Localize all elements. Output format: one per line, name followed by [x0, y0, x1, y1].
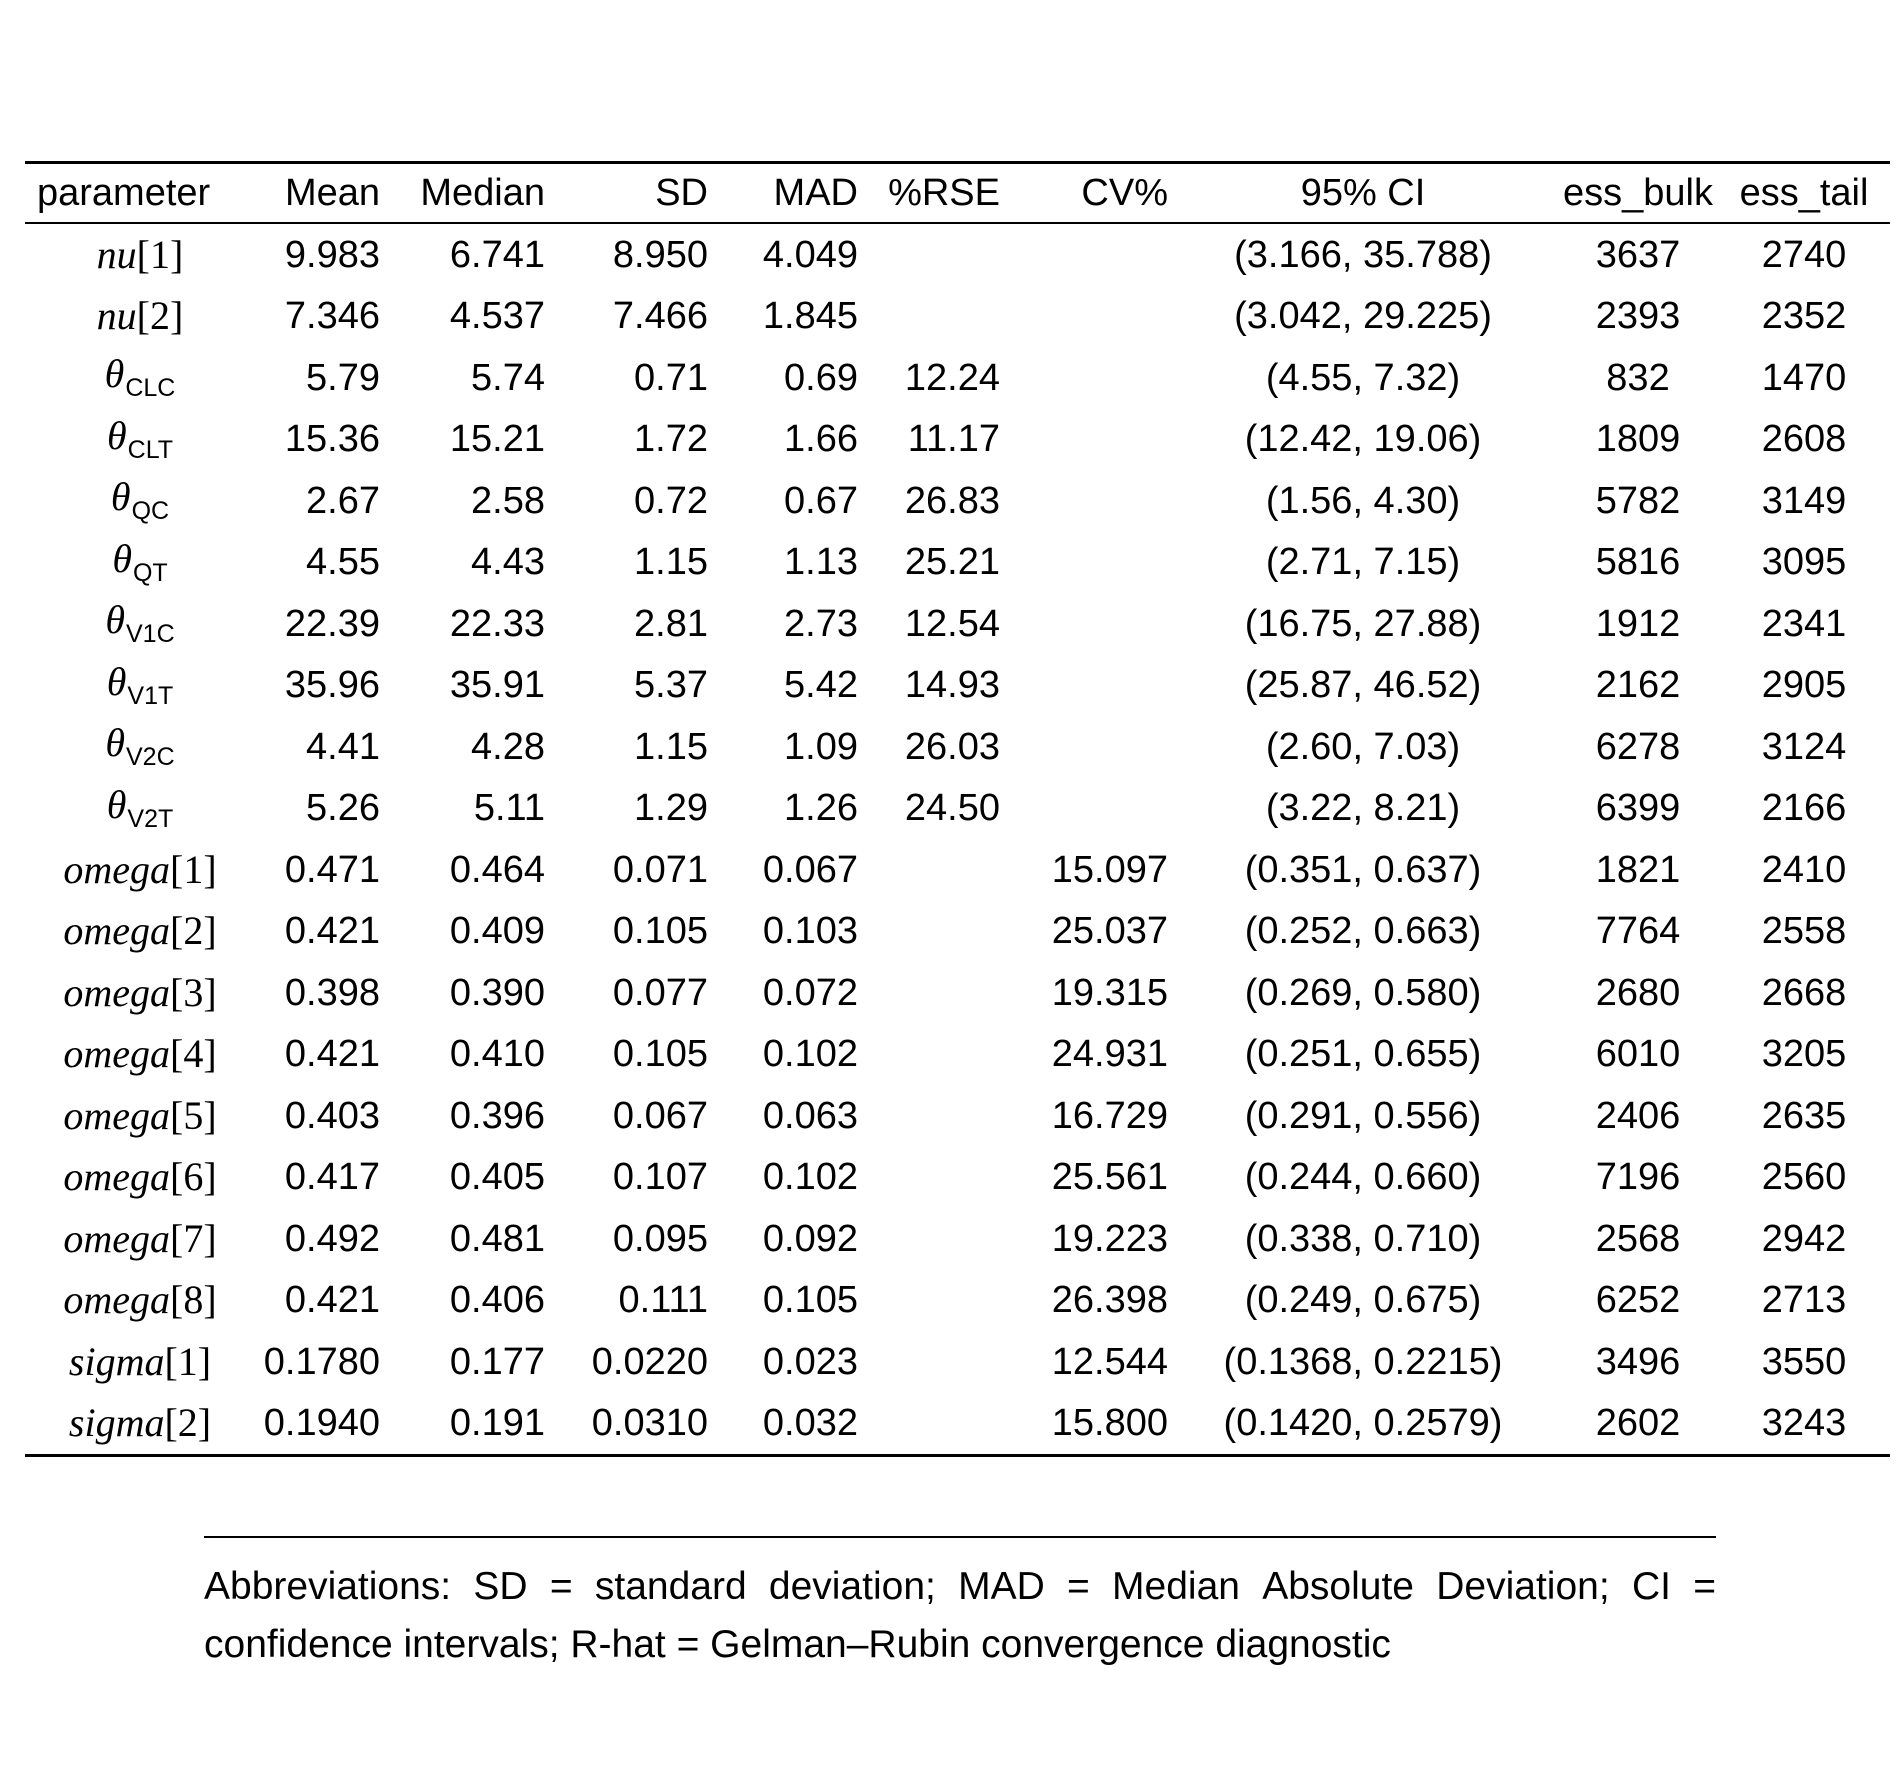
cell-ess_bulk: 1809: [1595, 418, 1681, 461]
cell-sd: 0.105: [612, 1033, 708, 1076]
param-index: [1]: [136, 231, 184, 277]
cell-cv: 19.223: [1051, 1217, 1168, 1260]
footnote-word: CI: [1631, 1565, 1671, 1608]
cell-param: [25, 1400, 255, 1446]
cell-median: 0.410: [449, 1033, 545, 1076]
cell-ess_bulk: 3496: [1595, 1340, 1681, 1383]
cell-mean: 0.421: [284, 1279, 380, 1322]
cell-ci: (0.244, 0.660): [1244, 1156, 1482, 1199]
cell-mean: 9.983: [284, 233, 380, 276]
cell-ess_bulk: 5782: [1595, 479, 1681, 522]
cell-mad: 0.103: [762, 910, 858, 953]
cell-mean: 0.421: [284, 910, 380, 953]
cell-mad: 0.102: [762, 1156, 858, 1199]
cell-param: [25, 412, 255, 464]
cell-sd: 2.81: [634, 602, 708, 645]
param-symbol: θ: [106, 658, 127, 704]
table-row: [25, 1147, 1890, 1209]
cell-ess_tail: 2905: [1761, 664, 1847, 707]
cell-rse: 12.24: [904, 356, 1000, 399]
param-subscript: QT: [132, 558, 168, 587]
cell-median: 35.91: [449, 664, 545, 707]
cell-cv: 15.097: [1051, 848, 1168, 891]
cell-ess_tail: 3205: [1761, 1033, 1847, 1076]
cell-mean: 0.403: [284, 1094, 380, 1137]
cell-ess_tail: 2668: [1761, 971, 1847, 1014]
cell-cv: 24.931: [1051, 1033, 1168, 1076]
param-subscript: V1C: [126, 620, 175, 649]
cell-sd: 1.15: [634, 541, 708, 584]
cell-ci: (16.75, 27.88): [1244, 602, 1482, 645]
column-header-ess_bulk: ess_bulk: [1563, 172, 1713, 214]
param-name: nu: [96, 293, 137, 339]
cell-param: [25, 1154, 255, 1200]
cell-mad: 1.13: [784, 541, 858, 584]
cell-cv: 12.544: [1051, 1340, 1168, 1383]
param-subscript: V1T: [127, 681, 174, 710]
column-header-param: parameter: [37, 172, 211, 214]
cell-median: 0.481: [449, 1217, 545, 1260]
cell-sd: 0.111: [618, 1279, 708, 1322]
cell-param: [25, 846, 255, 892]
cell-rse: 14.93: [904, 664, 1000, 707]
table-row: [25, 1331, 1890, 1393]
param-symbol: θ: [106, 412, 127, 458]
cell-ess_tail: 1470: [1761, 356, 1847, 399]
param-index: [3]: [170, 969, 217, 1015]
table-row: [25, 532, 1890, 594]
cell-ess_bulk: 7764: [1595, 910, 1681, 953]
cell-ci: (2.60, 7.03): [1265, 725, 1461, 768]
footnote-line-1: [204, 1558, 1716, 1616]
cell-mad: 0.102: [762, 1033, 858, 1076]
cell-mad: 1.66: [784, 418, 858, 461]
cell-median: 0.405: [449, 1156, 545, 1199]
cell-ci: (0.291, 0.556): [1244, 1094, 1482, 1137]
cell-ci: (2.71, 7.15): [1265, 541, 1461, 584]
cell-ci: (0.252, 0.663): [1244, 910, 1482, 953]
cell-ess_tail: 2560: [1761, 1156, 1847, 1199]
param-index: [8]: [170, 1277, 217, 1323]
table-body: [25, 224, 1890, 1454]
param-subscript: V2T: [127, 804, 174, 833]
cell-sd: 0.0220: [591, 1340, 708, 1383]
cell-cv: 16.729: [1051, 1094, 1168, 1137]
cell-ess_bulk: 2568: [1595, 1217, 1681, 1260]
cell-mad: 0.032: [762, 1402, 858, 1445]
cell-sd: 0.105: [612, 910, 708, 953]
cell-rse: 24.50: [904, 787, 1000, 830]
param-index: [7]: [170, 1215, 217, 1261]
table-row: [25, 1085, 1890, 1147]
column-header-cv: CV%: [1081, 172, 1168, 214]
table-row: [25, 778, 1890, 840]
table-row: [25, 224, 1890, 286]
param-index: [5]: [170, 1092, 217, 1138]
footnote-word: SD: [473, 1565, 528, 1608]
param-name: omega: [63, 846, 170, 892]
cell-cv: 25.037: [1051, 910, 1168, 953]
param-name: omega: [63, 1092, 170, 1138]
param-subscript: V2C: [126, 743, 175, 772]
cell-ess_bulk: 2393: [1595, 295, 1681, 338]
param-index: [2]: [136, 293, 184, 339]
cell-ci: (3.042, 29.225): [1234, 295, 1492, 338]
cell-sd: 0.067: [612, 1094, 708, 1137]
cell-mad: 5.42: [784, 664, 858, 707]
cell-median: 2.58: [471, 479, 545, 522]
cell-ess_tail: 2713: [1761, 1279, 1847, 1322]
cell-mad: 0.69: [784, 356, 858, 399]
cell-ess_tail: 2341: [1761, 602, 1847, 645]
cell-ess_tail: 2608: [1761, 418, 1847, 461]
cell-sd: 8.950: [612, 233, 708, 276]
footnote-word: =: [1693, 1565, 1716, 1608]
cell-mean: 0.421: [284, 1033, 380, 1076]
cell-median: 0.464: [449, 848, 545, 891]
param-name: omega: [63, 1277, 170, 1323]
cell-mad: 0.023: [762, 1340, 858, 1383]
cell-ess_bulk: 6252: [1595, 1279, 1681, 1322]
cell-sd: 0.077: [612, 971, 708, 1014]
cell-ci: (0.1368, 0.2215): [1223, 1340, 1503, 1383]
param-symbol: θ: [110, 474, 131, 520]
cell-ess_tail: 2635: [1761, 1094, 1847, 1137]
param-symbol: θ: [105, 597, 125, 643]
cell-cv: 19.315: [1051, 971, 1168, 1014]
column-header-sd: SD: [655, 172, 708, 214]
cell-mean: 2.67: [306, 479, 380, 522]
table-row: [25, 1208, 1890, 1270]
table-header-row: [25, 164, 1890, 224]
table-row: [25, 655, 1890, 717]
cell-ci: (4.55, 7.32): [1265, 356, 1461, 399]
cell-param: [25, 1215, 255, 1261]
table-row: [25, 839, 1890, 901]
param-index: [1]: [164, 1338, 212, 1384]
param-name: sigma: [68, 1338, 165, 1384]
cell-ess_bulk: 832: [1606, 356, 1670, 399]
cell-sd: 0.72: [634, 479, 708, 522]
cell-median: 4.537: [449, 295, 545, 338]
cell-median: 0.396: [449, 1094, 545, 1137]
cell-ess_bulk: 2406: [1595, 1094, 1681, 1137]
param-subscript: CLC: [125, 374, 176, 403]
cell-param: [25, 1277, 255, 1323]
table-row: [25, 286, 1890, 348]
cell-ess_tail: 3095: [1761, 541, 1847, 584]
cell-ci: (0.249, 0.675): [1244, 1279, 1482, 1322]
cell-mad: 1.26: [784, 787, 858, 830]
cell-rse: 11.17: [907, 418, 1000, 461]
cell-sd: 7.466: [612, 295, 708, 338]
cell-sd: 0.0310: [591, 1402, 708, 1445]
cell-rse: 26.83: [904, 479, 1000, 522]
table-row: [25, 593, 1890, 655]
cell-param: [25, 969, 255, 1015]
param-name: nu: [96, 231, 137, 277]
cell-cv: 25.561: [1051, 1156, 1168, 1199]
cell-ess_bulk: 2602: [1595, 1402, 1681, 1445]
table-row: [25, 1270, 1890, 1332]
cell-median: 6.741: [449, 233, 545, 276]
cell-ess_bulk: 6278: [1595, 725, 1681, 768]
cell-median: 0.177: [449, 1340, 545, 1383]
param-name: omega: [63, 1031, 170, 1077]
cell-mad: 0.072: [762, 971, 858, 1014]
cell-median: 0.390: [449, 971, 545, 1014]
table-row: [25, 409, 1890, 471]
table-row: [25, 1393, 1890, 1455]
cell-ess_tail: 3124: [1761, 725, 1847, 768]
cell-rse: 12.54: [904, 602, 1000, 645]
cell-mean: 15.36: [284, 418, 380, 461]
cell-sd: 1.72: [634, 418, 708, 461]
cell-ess_tail: 2740: [1761, 233, 1847, 276]
footnote: [204, 1536, 1716, 1674]
cell-cv: 26.398: [1051, 1279, 1168, 1322]
table-row: [25, 962, 1890, 1024]
footnote-word: Median: [1112, 1565, 1240, 1608]
cell-ess_bulk: 7196: [1595, 1156, 1681, 1199]
cell-ess_bulk: 2680: [1595, 971, 1681, 1014]
footnote-word: Abbreviations:: [204, 1565, 452, 1608]
footnote-word: deviation;: [768, 1565, 936, 1608]
param-subscript: CLT: [127, 435, 174, 464]
cell-ess_bulk: 6399: [1595, 787, 1681, 830]
cell-median: 5.74: [471, 356, 545, 399]
cell-ess_bulk: 2162: [1595, 664, 1681, 707]
cell-ci: (1.56, 4.30): [1265, 479, 1461, 522]
cell-mean: 5.79: [306, 356, 380, 399]
cell-mad: 0.67: [784, 479, 858, 522]
cell-mean: 0.417: [284, 1156, 380, 1199]
cell-ess_tail: 2352: [1761, 295, 1847, 338]
cell-param: [25, 535, 255, 587]
column-header-mean: Mean: [284, 172, 380, 214]
cell-mad: 0.105: [762, 1279, 858, 1322]
cell-param: [25, 781, 255, 833]
footnote-line-2: confidence intervals; R-hat = Gelman–Rubin convergence diagnostic: [204, 1623, 1391, 1666]
cell-mean: 0.1940: [263, 1402, 380, 1445]
cell-param: [25, 293, 255, 339]
param-index: [6]: [170, 1154, 217, 1200]
cell-ess_bulk: 1912: [1595, 602, 1681, 645]
cell-mad: 2.73: [784, 602, 858, 645]
cell-ci: (3.166, 35.788): [1234, 233, 1492, 276]
cell-ess_tail: 2410: [1761, 848, 1847, 891]
param-name: sigma: [68, 1400, 165, 1446]
cell-ci: (25.87, 46.52): [1244, 664, 1482, 707]
cell-ci: (3.22, 8.21): [1265, 787, 1461, 830]
cell-mean: 0.398: [284, 971, 380, 1014]
cell-mean: 22.39: [284, 602, 380, 645]
cell-median: 15.21: [449, 418, 545, 461]
cell-ess_tail: 2942: [1761, 1217, 1847, 1260]
table-row: [25, 1024, 1890, 1086]
cell-ess_bulk: 6010: [1595, 1033, 1681, 1076]
cell-mean: 0.1780: [263, 1340, 380, 1383]
cell-ess_tail: 3550: [1761, 1340, 1847, 1383]
footnote-word: Absolute: [1262, 1565, 1414, 1608]
summary-table: [25, 161, 1890, 1457]
cell-ess_tail: 3243: [1761, 1402, 1847, 1445]
cell-param: [25, 908, 255, 954]
cell-ci: (0.1420, 0.2579): [1223, 1402, 1503, 1445]
cell-param: [25, 658, 255, 710]
param-index: [1]: [170, 846, 217, 892]
cell-mean: 4.55: [306, 541, 380, 584]
cell-median: 0.191: [449, 1402, 545, 1445]
cell-ess_tail: 3149: [1761, 479, 1847, 522]
column-header-ess_tail: ess_tail: [1739, 172, 1869, 214]
param-name: omega: [63, 1215, 170, 1261]
cell-ess_tail: 2166: [1761, 787, 1847, 830]
footnote-word: =: [1067, 1565, 1090, 1608]
cell-mad: 4.049: [762, 233, 858, 276]
cell-mean: 0.471: [284, 848, 380, 891]
cell-sd: 0.071: [612, 848, 708, 891]
param-symbol: θ: [105, 720, 125, 766]
cell-median: 4.28: [471, 725, 545, 768]
cell-rse: 25.21: [904, 541, 1000, 584]
cell-mean: 35.96: [284, 664, 380, 707]
cell-ci: (0.351, 0.637): [1244, 848, 1482, 891]
cell-sd: 5.37: [634, 664, 708, 707]
cell-mean: 4.41: [306, 725, 380, 768]
column-header-median: Median: [420, 172, 545, 214]
table-row: [25, 901, 1890, 963]
param-symbol: θ: [112, 535, 132, 581]
cell-param: [25, 474, 255, 526]
cell-mean: 7.346: [284, 295, 380, 338]
footnote-word: =: [549, 1565, 573, 1608]
cell-ci: (0.269, 0.580): [1244, 971, 1482, 1014]
param-index: [2]: [164, 1400, 212, 1446]
cell-mad: 0.063: [762, 1094, 858, 1137]
cell-ess_bulk: 5816: [1595, 541, 1681, 584]
table-row: [25, 470, 1890, 532]
footnote-word: Deviation;: [1436, 1565, 1610, 1608]
param-name: omega: [63, 1154, 170, 1200]
table-row: [25, 716, 1890, 778]
column-header-ci: 95% CI: [1300, 172, 1426, 214]
cell-median: 0.406: [449, 1279, 545, 1322]
cell-ess_tail: 2558: [1761, 910, 1847, 953]
cell-param: [25, 351, 255, 403]
cell-param: [25, 231, 255, 277]
cell-sd: 1.29: [634, 787, 708, 830]
param-name: omega: [63, 908, 170, 954]
param-symbol: θ: [106, 781, 127, 827]
param-subscript: QC: [131, 497, 170, 526]
cell-param: [25, 720, 255, 772]
cell-sd: 0.107: [612, 1156, 708, 1199]
cell-mean: 0.492: [284, 1217, 380, 1260]
cell-mad: 0.092: [762, 1217, 858, 1260]
param-symbol: θ: [104, 351, 125, 397]
table-row: [25, 347, 1890, 409]
cell-sd: 0.095: [612, 1217, 708, 1260]
cell-cv: 15.800: [1051, 1402, 1168, 1445]
cell-param: [25, 1338, 255, 1384]
footnote-word: standard: [594, 1565, 747, 1608]
cell-param: [25, 1092, 255, 1138]
cell-mad: 1.845: [762, 295, 858, 338]
cell-ess_bulk: 3637: [1595, 233, 1681, 276]
cell-param: [25, 597, 255, 649]
column-header-mad: MAD: [773, 172, 858, 214]
param-name: omega: [63, 969, 170, 1015]
cell-rse: 26.03: [904, 725, 1000, 768]
cell-median: 4.43: [471, 541, 545, 584]
cell-ess_bulk: 1821: [1595, 848, 1681, 891]
cell-median: 0.409: [449, 910, 545, 953]
cell-median: 22.33: [449, 602, 545, 645]
cell-mad: 1.09: [784, 725, 858, 768]
param-index: [4]: [170, 1031, 217, 1077]
cell-sd: 1.15: [634, 725, 708, 768]
cell-param: [25, 1031, 255, 1077]
cell-mean: 5.26: [306, 787, 380, 830]
cell-mad: 0.067: [762, 848, 858, 891]
cell-median: 5.11: [473, 787, 545, 830]
footnote-word: MAD: [958, 1565, 1045, 1608]
cell-ci: (0.338, 0.710): [1244, 1217, 1482, 1260]
param-index: [2]: [170, 908, 217, 954]
cell-sd: 0.71: [634, 356, 708, 399]
cell-ci: (12.42, 19.06): [1244, 418, 1482, 461]
column-header-rse: %RSE: [888, 172, 1000, 214]
cell-ci: (0.251, 0.655): [1244, 1033, 1482, 1076]
